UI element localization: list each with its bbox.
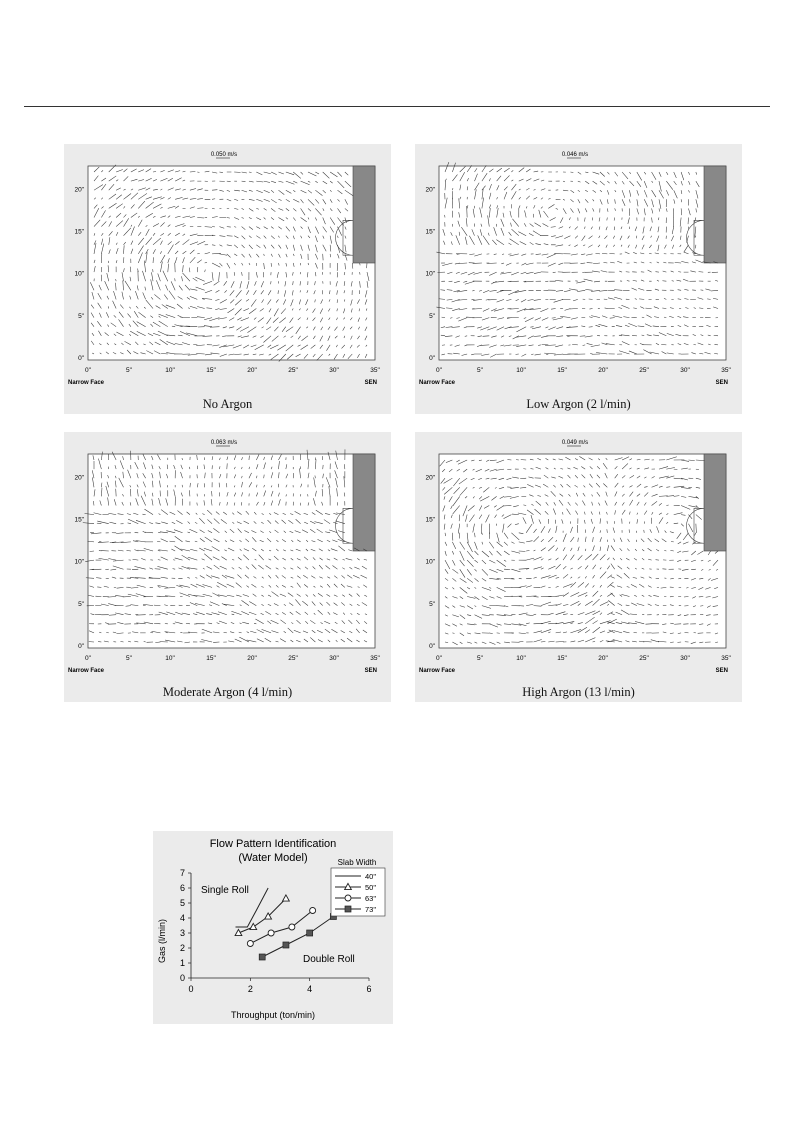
- data-point-triangle: [250, 923, 257, 929]
- vector-field-moderate-argon: [64, 432, 391, 702]
- y-tick-label: 20": [425, 474, 435, 482]
- data-point-circle: [310, 908, 316, 914]
- x-tick-label: 0": [85, 655, 91, 662]
- x-tick-label: 10": [516, 367, 526, 374]
- y-tick-label: 0": [429, 643, 435, 650]
- x-tick-label: 25": [639, 367, 649, 374]
- panel-no-argon: [64, 144, 391, 414]
- series-3: [247, 908, 315, 947]
- y-tick-label: 15": [74, 516, 84, 524]
- x-tick-label: 15": [206, 655, 216, 662]
- y-tick-label: 10": [425, 558, 435, 566]
- velocity-scale-label: 0.050 m/s: [210, 152, 238, 158]
- y-tick-label: 20": [425, 186, 435, 194]
- y-tick-label: 7: [179, 868, 185, 878]
- y-tick-label: 0": [78, 643, 84, 650]
- x-tick-label: 25": [639, 655, 649, 662]
- y-tick-label: 5": [429, 312, 435, 320]
- panel-low-argon: [415, 144, 742, 414]
- velocity-scale-label: 0.046 m/s: [561, 152, 589, 158]
- chart-xlabel: Throughput (ton/min): [230, 1010, 316, 1020]
- header-rule: [24, 106, 770, 107]
- x-tick-label: 5": [477, 367, 483, 374]
- data-point-square: [345, 906, 351, 912]
- x-tick-label: 30": [680, 655, 690, 662]
- y-tick-label: 5: [179, 898, 185, 908]
- narrow-face-label: Narrow Face: [419, 380, 456, 386]
- x-tick-label: 5": [477, 655, 483, 662]
- data-point-circle: [268, 930, 274, 936]
- series-line: [250, 911, 312, 944]
- plot-frame: [88, 166, 375, 360]
- x-tick-label: 0": [436, 655, 442, 662]
- x-tick-label: 30": [329, 367, 339, 374]
- region-label-single-roll: Single Roll: [201, 885, 249, 896]
- sen-label: SEN: [715, 380, 728, 386]
- flow-pattern-chart: [153, 831, 393, 1024]
- sen-label: SEN: [715, 668, 728, 674]
- legend-label: 40": [365, 872, 377, 881]
- flow-pattern-chart-svg: [153, 831, 393, 1024]
- sen-label: SEN: [364, 380, 377, 386]
- x-tick-label: 30": [680, 367, 690, 374]
- y-tick-label: 15": [425, 228, 435, 236]
- sen-block: [704, 454, 726, 551]
- y-tick-label: 5": [78, 312, 84, 320]
- x-tick-label: 35": [721, 655, 731, 662]
- x-tick-label: 20": [247, 655, 257, 662]
- series-2: [235, 895, 289, 936]
- y-tick-label: 20": [74, 474, 84, 482]
- data-point-square: [259, 954, 265, 960]
- legend-label: 63": [365, 894, 377, 903]
- narrow-face-label: Narrow Face: [419, 668, 456, 674]
- caption-low-argon: Low Argon (2 l/min): [526, 397, 631, 411]
- x-tick-label: 35": [721, 367, 731, 374]
- legend-label: 73": [365, 905, 377, 914]
- data-point-triangle: [283, 895, 290, 901]
- x-tick-label: 35": [370, 655, 380, 662]
- x-tick-label: 15": [557, 655, 567, 662]
- velocity-scale-label: 0.049 m/s: [561, 440, 589, 446]
- y-tick-label: 6: [179, 883, 185, 893]
- y-tick-label: 0": [78, 355, 84, 362]
- data-point-circle: [247, 941, 253, 947]
- y-tick-label: 10": [425, 270, 435, 278]
- sen-label: SEN: [364, 668, 377, 674]
- region-label-double-roll: Double Roll: [303, 954, 355, 965]
- narrow-face-label: Narrow Face: [68, 380, 105, 386]
- y-tick-label: 5": [429, 600, 435, 608]
- vector-field-no-argon: [64, 144, 391, 414]
- legend-label: 50": [365, 883, 377, 892]
- velocity-scale-label: 0.063 m/s: [210, 440, 238, 446]
- plot-frame: [439, 166, 726, 360]
- chart-ylabel: Gas (l/min): [157, 918, 167, 964]
- x-tick-label: 30": [329, 655, 339, 662]
- y-tick-label: 10": [74, 558, 84, 566]
- sen-block: [353, 454, 375, 551]
- x-tick-label: 10": [516, 655, 526, 662]
- vector-field-high-argon: [415, 432, 742, 702]
- x-tick-label: 4: [307, 984, 313, 994]
- x-tick-label: 25": [288, 655, 298, 662]
- y-tick-label: 10": [74, 270, 84, 278]
- vector-field-low-argon: [415, 144, 742, 414]
- x-tick-label: 0": [436, 367, 442, 374]
- caption-no-argon: No Argon: [202, 397, 253, 411]
- y-tick-label: 2: [179, 943, 185, 953]
- x-tick-label: 0": [85, 367, 91, 374]
- x-tick-label: 15": [557, 367, 567, 374]
- x-tick-label: 20": [598, 655, 608, 662]
- panel-moderate-argon: [64, 432, 391, 702]
- x-tick-label: 10": [165, 655, 175, 662]
- legend-title: Slab Width: [337, 858, 377, 867]
- y-tick-label: 20": [74, 186, 84, 194]
- x-tick-label: 5": [126, 367, 132, 374]
- x-tick-label: 5": [126, 655, 132, 662]
- caption-high-argon: High Argon (13 l/min): [522, 685, 635, 699]
- y-tick-label: 3: [179, 928, 185, 938]
- data-point-square: [307, 930, 313, 936]
- sen-block: [704, 166, 726, 263]
- x-tick-label: 2: [247, 984, 253, 994]
- caption-moderate-argon: Moderate Argon (4 l/min): [162, 685, 293, 699]
- sen-block: [353, 166, 375, 263]
- x-tick-label: 10": [165, 367, 175, 374]
- panel-high-argon: [415, 432, 742, 702]
- chart-title: Flow Pattern Identification: [209, 838, 337, 850]
- y-tick-label: 15": [425, 516, 435, 524]
- series-line: [238, 899, 285, 934]
- x-tick-label: 20": [247, 367, 257, 374]
- x-tick-label: 15": [206, 367, 216, 374]
- y-tick-label: 5": [78, 600, 84, 608]
- x-tick-label: 0: [188, 984, 194, 994]
- data-point-square: [283, 942, 289, 948]
- y-tick-label: 0: [179, 973, 185, 983]
- y-tick-label: 1: [179, 958, 185, 968]
- y-tick-label: 15": [74, 228, 84, 236]
- x-tick-label: 25": [288, 367, 298, 374]
- data-point-circle: [345, 895, 351, 901]
- y-tick-label: 0": [429, 355, 435, 362]
- plot-frame: [88, 454, 375, 648]
- data-point-circle: [289, 924, 295, 930]
- x-tick-label: 6: [366, 984, 372, 994]
- chart-subtitle: (Water Model): [238, 852, 308, 864]
- x-tick-label: 20": [598, 367, 608, 374]
- x-tick-label: 35": [370, 367, 380, 374]
- narrow-face-label: Narrow Face: [68, 668, 105, 674]
- y-tick-label: 4: [179, 913, 185, 923]
